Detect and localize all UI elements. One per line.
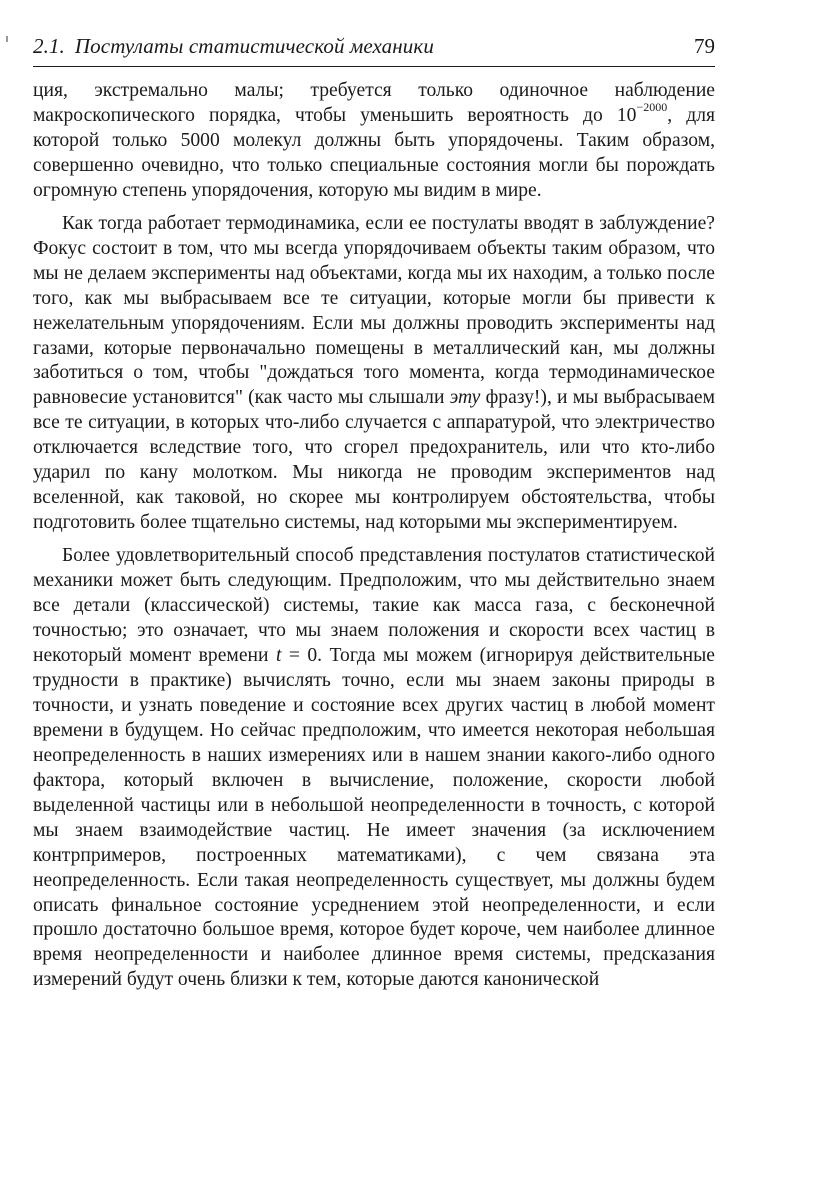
body-text — [33, 79, 715, 993]
paragraph-3 — [33, 544, 715, 993]
paragraph-2 — [33, 212, 715, 536]
paragraph-1-text-b: , для которой только 5000 молекул должны быть упорядочены. Таким образом, совершенно очевидно, что только специальные состояния могли бы порождать огромную степень упорядочения, которую мы видим в мире. — [33, 104, 715, 201]
paragraph-1 — [33, 79, 715, 204]
math-variable: t — [275, 644, 282, 666]
section-number: 2.1. — [33, 34, 65, 58]
page-number: 79 — [694, 34, 715, 58]
exponent: −2000 — [636, 100, 668, 115]
paragraph-3-text-a: Более удовлетворительный способ представления постулатов статистической механики может быть следующим. Предположим, что мы действительно знаем все детали (классической) системы, такие как масса газа, с бесконечной точностью; это означает, что мы знаем положения и скорости всех частиц в некоторый момент времени — [33, 545, 715, 666]
scan-mark — [6, 36, 8, 42]
section-title: Постулаты статистической механики — [74, 34, 434, 58]
math-expression: = 0. — [281, 644, 323, 666]
paragraph-2-text-a: Как тогда работает термодинамика, если ее постулаты вводят в заблуждение? Фокус состоит в том, что мы всегда упорядочиваем объекты таким образом, что мы не делаем эксперименты над объектами, когда мы их находим, а только после того, как мы выбрасываем все те ситуации, которые могли бы привести к нежелательным упорядочениям. Если мы должны проводить эксперименты над газами, которые первоначально помещены в металлический кан, мы должны заботиться о том, чтобы "дождаться того момента, когда термодинамическое равновесие установится" (как часто мы слышали — [33, 212, 715, 409]
paragraph-3-text-b: Тогда мы можем (игнорируя действительные трудности в практике) вычислять точно, если мы знаем законы природы в точности, и узнать поведение и состояние всех других частиц в любой момент времени в будущем. Но сейчас предположим, что имеется некоторая небольшая неопределенность в наших измерениях или в нашем знании какого-либо одного фактора, который включен в вычисление, положение, скорости любой выделенной частицы или в небольшой неопределенности в точность, с которой мы знаем взаимодействие частиц. Не имеет значения (за исключением контрпримеров, построенных математиками), с чем связана эта неопределенность. Если такая неопределенность существует, мы должны будем описать финальное состояние усреднением этой неопределенности, и если прошло достаточно большое время, которое будет короче, чем наиболее длинное время неопределенности и наиболее длинное время системы, предсказания измерений будут очень близки к тем, которые даются канонической — [33, 644, 715, 991]
paragraph-1-text-a: ция, экстремально малы; требуется только одиночное наблюдение макроскопического порядка, чтобы уменьшить вероятность до 10 — [33, 80, 715, 126]
paragraph-2-text-b: фразу!), и мы выбрасываем все те ситуации, в которых что-либо случается с аппаратурой, что электричество отключается вследствие того, что сгорел предохранитель, или что кто-либо ударил по кану молотком. Мы никогда не проводим экспериментов над вселенной, как таковой, но скорее мы контролируем обстоятельства, чтобы подготовить более тщательно системы, над которыми мы экспериментируем. — [33, 387, 715, 534]
running-header — [33, 32, 715, 67]
italic-word: эту — [449, 387, 481, 409]
section-heading — [33, 34, 434, 59]
